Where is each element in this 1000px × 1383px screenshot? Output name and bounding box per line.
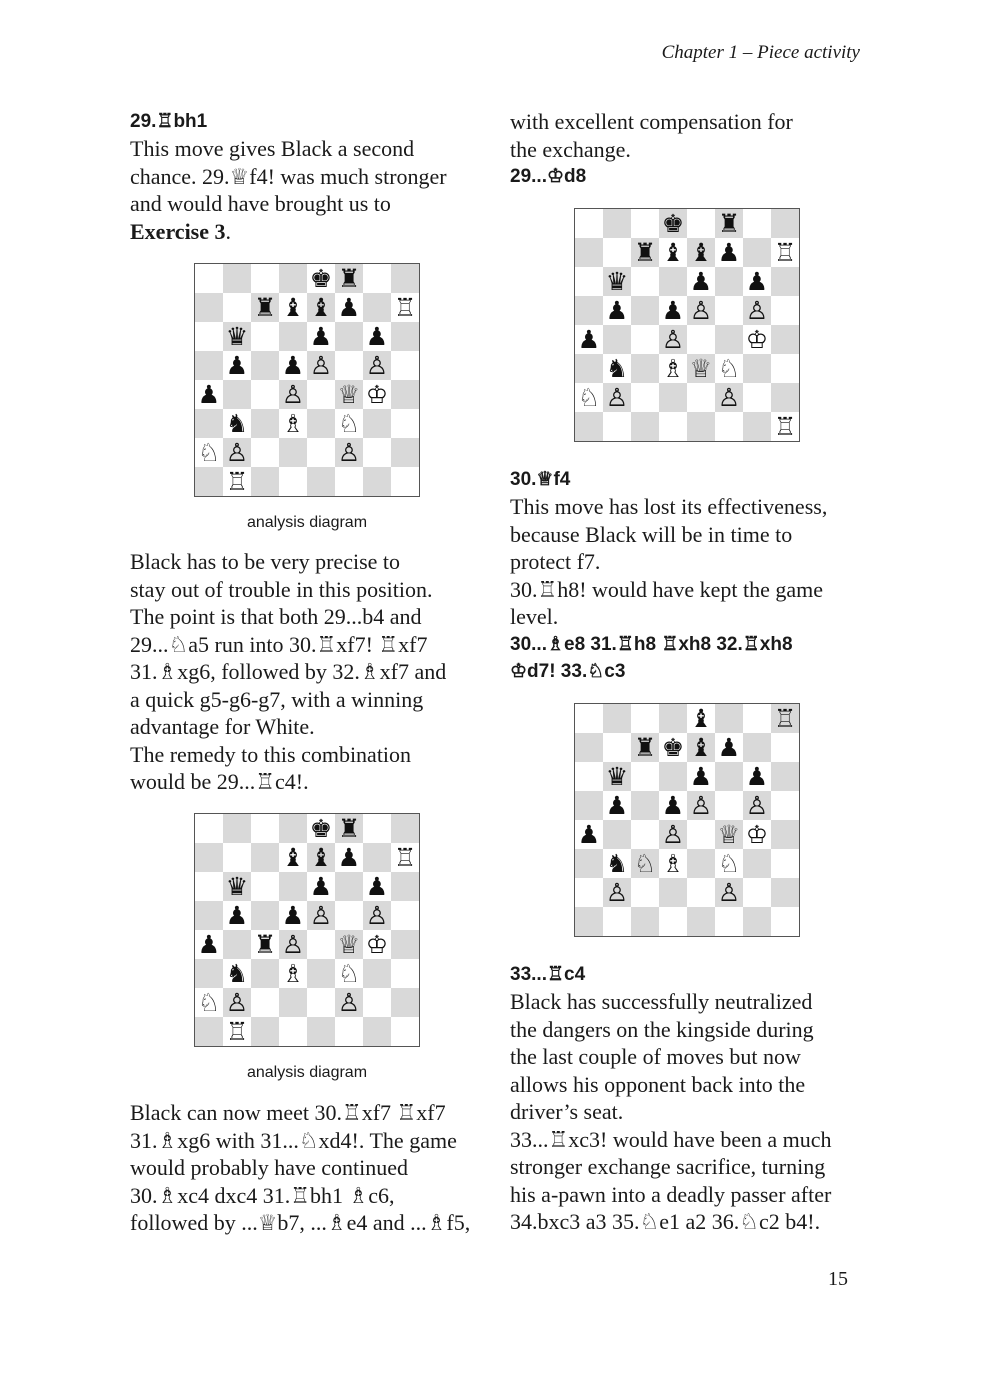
board-square xyxy=(363,1017,391,1046)
board-square xyxy=(687,412,715,441)
chess-piece: ♖ xyxy=(771,238,799,267)
chess-piece: ♝ xyxy=(307,293,335,322)
board-square xyxy=(603,907,631,936)
board-square xyxy=(251,264,279,293)
board-square xyxy=(363,409,391,438)
board-square xyxy=(195,467,223,496)
board-square xyxy=(603,704,631,733)
board-square xyxy=(743,849,771,878)
board-square xyxy=(743,354,771,383)
board-square xyxy=(363,814,391,843)
chess-piece: ♟ xyxy=(307,322,335,351)
board-square xyxy=(307,1017,335,1046)
board-square xyxy=(659,762,687,791)
chess-piece: ♙ xyxy=(335,988,363,1017)
chess-piece: ♔ xyxy=(363,930,391,959)
board-square xyxy=(391,380,419,409)
chess-diagram xyxy=(574,208,800,442)
chess-piece: ♟ xyxy=(195,930,223,959)
board-square xyxy=(743,383,771,412)
chess-piece: ♕ xyxy=(335,930,363,959)
board-square xyxy=(307,988,335,1017)
chess-piece: ♙ xyxy=(687,791,715,820)
board-square xyxy=(251,901,279,930)
board-square xyxy=(771,907,799,936)
board-square xyxy=(251,959,279,988)
board-square xyxy=(771,209,799,238)
chess-board xyxy=(194,813,420,1047)
board-square xyxy=(363,467,391,496)
chess-piece: ♜ xyxy=(335,264,363,293)
board-square xyxy=(307,438,335,467)
chess-piece: ♙ xyxy=(363,351,391,380)
board-square xyxy=(575,267,603,296)
board-square xyxy=(195,1017,223,1046)
board-square xyxy=(631,325,659,354)
board-square xyxy=(363,438,391,467)
board-square xyxy=(631,704,659,733)
board-square xyxy=(771,849,799,878)
board-square xyxy=(631,820,659,849)
chess-piece: ♙ xyxy=(603,383,631,412)
board-square xyxy=(391,409,419,438)
board-square xyxy=(659,878,687,907)
chess-piece: ♝ xyxy=(687,733,715,762)
chess-diagram xyxy=(194,813,420,1047)
board-square xyxy=(251,409,279,438)
board-square xyxy=(279,467,307,496)
board-square xyxy=(771,791,799,820)
board-square xyxy=(279,872,307,901)
move-heading: 30...♗e8 31.♖h8 ♖xh8 32.♖xh8 ♔d7! 33.♘c3 xyxy=(510,633,793,682)
chess-piece: ♟ xyxy=(659,791,687,820)
board-square xyxy=(743,412,771,441)
board-square xyxy=(631,412,659,441)
board-square xyxy=(715,267,743,296)
board-square xyxy=(715,325,743,354)
board-square xyxy=(603,325,631,354)
board-square xyxy=(279,988,307,1017)
chess-piece: ♚ xyxy=(307,264,335,293)
board-square xyxy=(391,467,419,496)
board-square xyxy=(771,383,799,412)
board-square xyxy=(279,264,307,293)
board-square xyxy=(335,467,363,496)
chess-piece: ♕ xyxy=(687,354,715,383)
left-column xyxy=(130,108,490,245)
board-square xyxy=(603,820,631,849)
chess-piece: ♜ xyxy=(715,209,743,238)
board-square xyxy=(743,907,771,936)
board-square xyxy=(279,1017,307,1046)
board-square xyxy=(743,733,771,762)
board-square xyxy=(335,351,363,380)
move-heading: 29.♖bh1 xyxy=(130,111,208,132)
chess-piece: ♛ xyxy=(223,872,251,901)
chess-piece: ♟ xyxy=(335,843,363,872)
diagram-caption: analysis diagram xyxy=(246,514,368,531)
chess-piece: ♝ xyxy=(687,704,715,733)
board-square xyxy=(223,930,251,959)
right-column-mid xyxy=(510,466,870,685)
board-square xyxy=(743,878,771,907)
chess-piece: ♝ xyxy=(279,293,307,322)
board-square xyxy=(575,412,603,441)
board-square xyxy=(715,762,743,791)
chess-piece: ♘ xyxy=(195,988,223,1017)
board-square xyxy=(771,296,799,325)
chess-piece: ♞ xyxy=(223,409,251,438)
chess-diagram xyxy=(194,263,420,497)
board-square xyxy=(631,267,659,296)
chess-piece: ♘ xyxy=(715,849,743,878)
board-square xyxy=(391,814,419,843)
chess-piece: ♛ xyxy=(223,322,251,351)
board-square xyxy=(307,380,335,409)
chess-piece: ♝ xyxy=(279,843,307,872)
board-square xyxy=(195,843,223,872)
exercise-reference: Exercise 3 xyxy=(130,218,226,244)
paragraph: Black has successfully neutralized the dangers on the kingside during the last couple of moves but now allows his opponent back into the driver’s seat. 33...♖xc3! would have been a much stronger exchange sacrifice, turning his a-pawn into a deadly passer after 34.bxc3 a3 35.♘e1 a2 36.♘c2 b4!. xyxy=(510,989,832,1234)
left-column-bottom xyxy=(130,1099,490,1237)
chess-piece: ♝ xyxy=(659,238,687,267)
chess-piece: ♕ xyxy=(335,380,363,409)
chess-piece: ♘ xyxy=(631,849,659,878)
chess-piece: ♟ xyxy=(743,762,771,791)
board-square xyxy=(575,209,603,238)
chess-piece: ♟ xyxy=(279,351,307,380)
chess-piece: ♜ xyxy=(335,814,363,843)
board-square xyxy=(391,438,419,467)
board-square xyxy=(771,820,799,849)
chess-piece: ♙ xyxy=(659,820,687,849)
board-square xyxy=(251,988,279,1017)
board-square xyxy=(251,438,279,467)
board-square xyxy=(687,383,715,412)
board-square xyxy=(603,412,631,441)
chess-piece: ♘ xyxy=(195,438,223,467)
paragraph: This move gives Black a second chance. 29.♕f4! was much stronger and would have brought us to Exercise 3. xyxy=(130,136,447,244)
board-square xyxy=(251,380,279,409)
board-square xyxy=(631,383,659,412)
board-square xyxy=(307,959,335,988)
board-square xyxy=(391,351,419,380)
chess-piece: ♘ xyxy=(715,354,743,383)
chess-piece: ♟ xyxy=(743,267,771,296)
chess-piece: ♙ xyxy=(743,791,771,820)
chess-piece: ♟ xyxy=(363,872,391,901)
board-square xyxy=(715,704,743,733)
board-square xyxy=(391,959,419,988)
board-square xyxy=(363,988,391,1017)
board-square xyxy=(195,351,223,380)
chess-piece: ♙ xyxy=(715,878,743,907)
board-square xyxy=(743,238,771,267)
chess-piece: ♘ xyxy=(575,383,603,412)
board-square xyxy=(575,238,603,267)
board-square xyxy=(195,264,223,293)
board-square xyxy=(195,901,223,930)
chess-piece: ♗ xyxy=(279,959,307,988)
board-square xyxy=(715,791,743,820)
chess-piece: ♕ xyxy=(715,820,743,849)
board-square xyxy=(659,412,687,441)
chess-piece: ♖ xyxy=(771,704,799,733)
board-square xyxy=(575,296,603,325)
board-square xyxy=(575,733,603,762)
chess-piece: ♞ xyxy=(603,354,631,383)
board-square xyxy=(279,814,307,843)
board-square xyxy=(391,1017,419,1046)
chess-board xyxy=(574,208,800,442)
move-heading: 30.♕f4 xyxy=(510,469,571,490)
board-square xyxy=(631,296,659,325)
move-heading: 29...♔d8 xyxy=(510,166,587,187)
board-square xyxy=(603,238,631,267)
chess-piece: ♗ xyxy=(659,354,687,383)
board-square xyxy=(363,843,391,872)
chess-piece: ♟ xyxy=(687,762,715,791)
chess-piece: ♟ xyxy=(223,901,251,930)
chess-piece: ♙ xyxy=(279,930,307,959)
board-square xyxy=(715,296,743,325)
chess-piece: ♘ xyxy=(335,959,363,988)
chess-piece: ♟ xyxy=(575,325,603,354)
chess-piece: ♗ xyxy=(659,849,687,878)
board-square xyxy=(631,354,659,383)
board-square xyxy=(195,872,223,901)
board-square xyxy=(715,412,743,441)
board-square xyxy=(771,762,799,791)
paragraph: Black has to be very precise to stay out of trouble in this position. The point is that both 29...b4 and 29...♘a5 run into 30.♖xf7! ♖xf7 31.♗xg6, followed by 32.♗xf7 and a quick g5-g6-g7, with a winning advantage for White. The remedy to this combination would be 29...♖c4!. xyxy=(130,549,447,794)
board-square xyxy=(631,907,659,936)
board-square xyxy=(575,878,603,907)
chess-piece: ♞ xyxy=(223,959,251,988)
chess-piece: ♙ xyxy=(659,325,687,354)
chess-diagram xyxy=(574,703,800,937)
board-square xyxy=(363,959,391,988)
chess-piece: ♜ xyxy=(251,293,279,322)
board-square xyxy=(307,467,335,496)
board-square xyxy=(335,322,363,351)
chess-piece: ♜ xyxy=(631,238,659,267)
chess-piece: ♟ xyxy=(687,267,715,296)
board-square xyxy=(603,733,631,762)
board-square xyxy=(195,322,223,351)
chess-piece: ♖ xyxy=(223,1017,251,1046)
chess-piece: ♙ xyxy=(603,878,631,907)
chess-piece: ♙ xyxy=(715,383,743,412)
board-square xyxy=(771,267,799,296)
chess-piece: ♖ xyxy=(771,412,799,441)
chess-piece: ♙ xyxy=(307,901,335,930)
board-square xyxy=(687,325,715,354)
chess-piece: ♙ xyxy=(363,901,391,930)
board-square xyxy=(307,930,335,959)
board-square xyxy=(659,267,687,296)
board-square xyxy=(279,438,307,467)
chess-piece: ♔ xyxy=(743,325,771,354)
board-square xyxy=(631,209,659,238)
chess-board xyxy=(574,703,800,937)
board-square xyxy=(771,354,799,383)
board-square xyxy=(687,907,715,936)
chess-piece: ♜ xyxy=(631,733,659,762)
board-square xyxy=(307,409,335,438)
chess-piece: ♟ xyxy=(279,901,307,930)
board-square xyxy=(659,907,687,936)
chess-piece: ♖ xyxy=(391,843,419,872)
chess-piece: ♝ xyxy=(307,843,335,872)
running-header: Chapter 1 – Piece activity xyxy=(661,42,860,63)
chess-piece: ♙ xyxy=(743,296,771,325)
board-square xyxy=(251,1017,279,1046)
chess-piece: ♗ xyxy=(279,409,307,438)
chess-piece: ♜ xyxy=(251,930,279,959)
paragraph: This move has lost its effectiveness, because Black will be in time to protect f7. 30.♖h8! would have kept the game level. xyxy=(510,494,828,629)
board-square xyxy=(391,322,419,351)
chess-piece: ♝ xyxy=(687,238,715,267)
chess-piece: ♖ xyxy=(391,293,419,322)
board-square xyxy=(743,209,771,238)
left-column-mid xyxy=(130,548,490,796)
board-square xyxy=(771,878,799,907)
board-square xyxy=(771,733,799,762)
chess-piece: ♟ xyxy=(335,293,363,322)
board-square xyxy=(223,380,251,409)
board-square xyxy=(687,820,715,849)
chess-piece: ♟ xyxy=(307,872,335,901)
board-square xyxy=(631,762,659,791)
board-square xyxy=(687,209,715,238)
board-square xyxy=(715,907,743,936)
board-square xyxy=(195,959,223,988)
chess-piece: ♟ xyxy=(603,791,631,820)
board-square xyxy=(335,901,363,930)
chess-board xyxy=(194,263,420,497)
chess-piece: ♟ xyxy=(363,322,391,351)
diagram-caption: analysis diagram xyxy=(246,1064,368,1081)
board-square xyxy=(363,264,391,293)
board-square xyxy=(251,872,279,901)
paragraph: with excellent compensation for the exchange. xyxy=(510,109,793,162)
board-square xyxy=(771,325,799,354)
chess-piece: ♟ xyxy=(659,296,687,325)
board-square xyxy=(631,791,659,820)
page-number: 15 xyxy=(828,1268,848,1290)
board-square xyxy=(659,704,687,733)
board-square xyxy=(223,264,251,293)
chess-piece: ♚ xyxy=(307,814,335,843)
chess-piece: ♛ xyxy=(603,762,631,791)
chess-piece: ♟ xyxy=(223,351,251,380)
board-square xyxy=(743,704,771,733)
chess-piece: ♔ xyxy=(743,820,771,849)
board-square xyxy=(687,878,715,907)
board-square xyxy=(251,843,279,872)
board-square xyxy=(195,814,223,843)
board-square xyxy=(575,354,603,383)
board-square xyxy=(251,322,279,351)
board-square xyxy=(363,293,391,322)
paragraph: Black can now meet 30.♖xf7 ♖xf7 31.♗xg6 with 31...♘xd4!. The game would probably have continued 30.♗xc4 dxc4 31.♖bh1 ♗c6, followed by ...♕b7, ...♗e4 and ...♗f5, xyxy=(130,1100,471,1235)
board-square xyxy=(251,814,279,843)
board-square xyxy=(223,293,251,322)
chess-piece: ♔ xyxy=(363,380,391,409)
board-square xyxy=(603,209,631,238)
board-square xyxy=(575,907,603,936)
board-square xyxy=(391,264,419,293)
chess-piece: ♛ xyxy=(603,267,631,296)
chess-piece: ♙ xyxy=(223,988,251,1017)
board-square xyxy=(279,322,307,351)
board-square xyxy=(391,901,419,930)
board-square xyxy=(335,872,363,901)
chess-piece: ♙ xyxy=(335,438,363,467)
chess-piece: ♖ xyxy=(223,467,251,496)
chess-piece: ♙ xyxy=(687,296,715,325)
board-square xyxy=(575,849,603,878)
chess-piece: ♟ xyxy=(603,296,631,325)
board-square xyxy=(631,878,659,907)
chess-piece: ♞ xyxy=(603,849,631,878)
board-square xyxy=(391,872,419,901)
chess-piece: ♟ xyxy=(575,820,603,849)
right-column xyxy=(510,108,870,190)
chess-piece: ♟ xyxy=(715,238,743,267)
board-square xyxy=(659,383,687,412)
board-square xyxy=(223,814,251,843)
board-square xyxy=(195,293,223,322)
chess-piece: ♟ xyxy=(715,733,743,762)
board-square xyxy=(575,791,603,820)
board-square xyxy=(251,467,279,496)
board-square xyxy=(391,988,419,1017)
chess-piece: ♚ xyxy=(659,209,687,238)
chess-piece: ♘ xyxy=(335,409,363,438)
chess-piece: ♙ xyxy=(223,438,251,467)
right-column-bottom xyxy=(510,961,870,1236)
board-square xyxy=(223,843,251,872)
chess-piece: ♙ xyxy=(279,380,307,409)
chess-piece: ♚ xyxy=(659,733,687,762)
board-square xyxy=(575,704,603,733)
board-square xyxy=(251,351,279,380)
chess-piece: ♟ xyxy=(195,380,223,409)
move-heading: 33...♖c4 xyxy=(510,964,586,985)
board-square xyxy=(575,762,603,791)
board-square xyxy=(391,930,419,959)
chess-piece: ♙ xyxy=(307,351,335,380)
board-square xyxy=(335,1017,363,1046)
board-square xyxy=(195,409,223,438)
board-square xyxy=(687,849,715,878)
